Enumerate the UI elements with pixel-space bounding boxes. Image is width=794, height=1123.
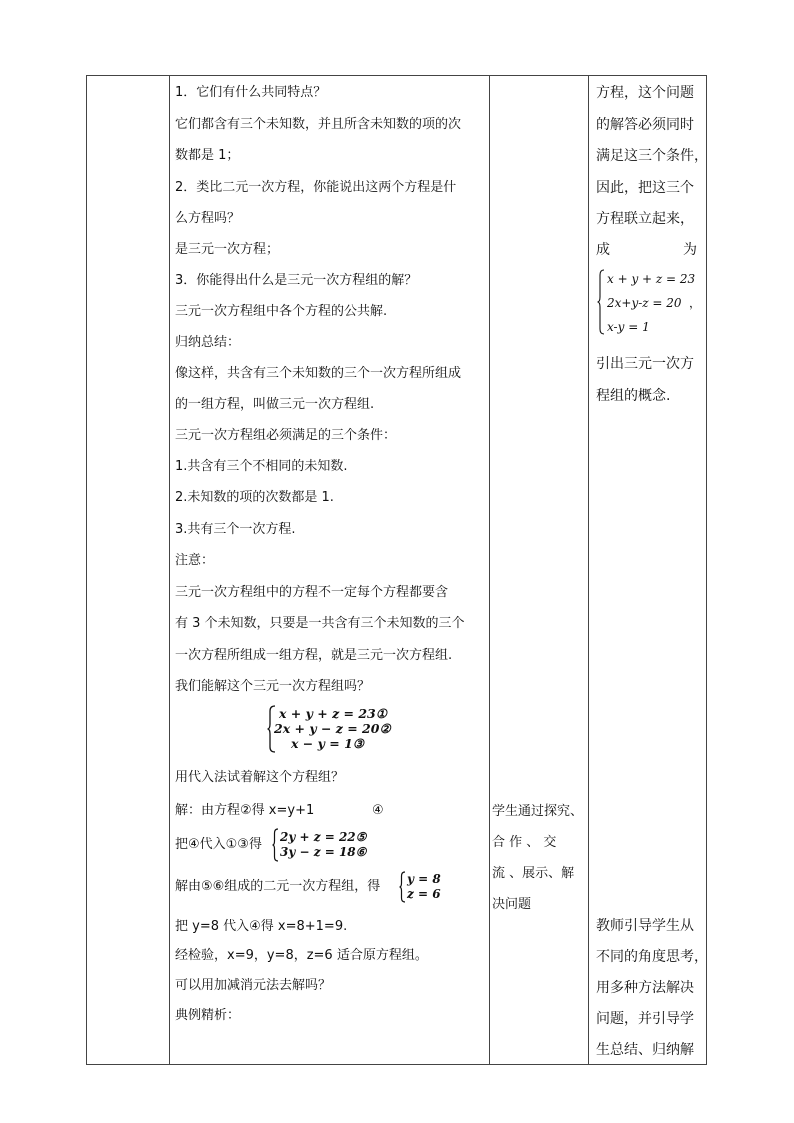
- intent-line-5: 方程联立起来，: [596, 211, 694, 227]
- solution-step-2: 把④代入①③得: [175, 837, 262, 852]
- left-brace-icon: [272, 828, 280, 862]
- result-system: [399, 871, 459, 903]
- ask-elimination: 可以用加减消元法去解吗？: [175, 978, 332, 993]
- intent-line-9: 教师引导学生从: [596, 918, 694, 934]
- intent-line-13: 生总结、归纳解: [596, 1042, 694, 1058]
- intent-line-12: 问题，并引导学: [596, 1011, 694, 1027]
- intent-line-7: 引出三元一次方: [596, 356, 694, 372]
- column-divider-2: [489, 76, 490, 1064]
- equation-system: [267, 705, 407, 753]
- ask-solve: 我们能解这个三元一次方程组吗？: [175, 679, 371, 694]
- intent-equation-system: [597, 269, 707, 337]
- student-activity-column: [492, 76, 588, 1064]
- question-2-line-1: 2．类比二元一次方程，你能说出这两个方程是什: [175, 180, 457, 195]
- intent-line-8: 程组的概念.: [596, 388, 671, 404]
- conditions-title: 三元一次方程组必须满足的三个条件：: [175, 428, 397, 443]
- condition-3: 3.共有三个一次方程.: [175, 522, 296, 537]
- stage-column: [87, 76, 169, 1064]
- left-brace-icon: [597, 269, 606, 335]
- student-line-1: 学生通过探究、: [492, 804, 584, 819]
- question-1: 1．它们有什么共同特点？: [175, 85, 327, 100]
- lesson-table: [86, 75, 707, 1065]
- note-line-1: 三元一次方程组中的方程不一定每个方程都要含: [175, 585, 449, 600]
- answer-2: 是三元一次方程；: [175, 242, 280, 257]
- intent-line-4: 因此，把这三个: [596, 180, 694, 196]
- note-line-3: 一次方程所组成一组方程，就是三元一次方程组.: [175, 648, 453, 663]
- condition-1: 1.共含有三个不相同的未知数.: [175, 459, 348, 474]
- intent-equation-comma: ，: [689, 296, 702, 310]
- student-line-3: 流 、展示、解: [492, 866, 575, 881]
- note-title: 注意：: [175, 553, 215, 568]
- example-title: 典例精析：: [175, 1008, 241, 1023]
- system-equation-3: x − y = 1③: [291, 736, 364, 751]
- answer-1-line-1: 它们都含有三个未知数，并且所含未知数的项的次: [175, 117, 462, 132]
- system-equation-2: 2x + y − z = 20②: [274, 721, 391, 736]
- intent-equation-1: x + y + z = 23: [607, 272, 696, 286]
- intent-line-6: [596, 242, 697, 258]
- intent-line-2: 的解答必须同时: [596, 117, 694, 133]
- answer-3: 三元一次方程组中各个方程的公共解.: [175, 304, 388, 319]
- substituted-equation-1: 2y + z = 22⑤: [280, 830, 367, 844]
- solution-step-1: 解：由方程②得 x=y+1: [175, 803, 315, 818]
- answer-1-line-2: 数都是 1；: [175, 148, 240, 163]
- teaching-content-column: [175, 76, 485, 1064]
- student-line-4: 决问题: [492, 897, 532, 912]
- system-equation-1: x + y + z = 23①: [279, 706, 387, 721]
- definition-line-1: 像这样，共含有三个未知数的三个一次方程所组成: [175, 366, 462, 381]
- intent-line-3: 满足这三个条件，: [596, 148, 708, 164]
- intent-line-10: 不同的角度思考，: [596, 949, 708, 965]
- result-equation-2: z = 6: [407, 887, 441, 901]
- solution-step-4: 把 y=8 代入④得 x=8+1=9.: [175, 919, 348, 934]
- summary-title: 归纳总结：: [175, 335, 241, 350]
- column-divider-1: [169, 76, 170, 1064]
- solution-step-3: 解由⑤⑥组成的二元一次方程组，得: [175, 879, 381, 894]
- try-substitution: 用代入法试着解这个方程组？: [175, 770, 345, 785]
- condition-2: 2.未知数的项的次数都是 1.: [175, 490, 334, 505]
- verification: 经检验，x=9，y=8，z=6 适合原方程组。: [175, 948, 428, 963]
- intent-equation-2: 2x+y-z = 20: [607, 296, 682, 310]
- design-intent-column: [596, 76, 706, 1064]
- solution-step-1-mark: ④: [372, 803, 384, 818]
- intent-line-1: 方程，这个问题: [596, 85, 694, 101]
- note-line-2: 有 3 个未知数，只要是一共含有三个未知数的三个: [175, 616, 465, 631]
- question-2-line-2: 么方程吗？: [175, 211, 241, 226]
- intent-line-6-b: 为: [683, 242, 697, 258]
- column-divider-3: [588, 76, 589, 1064]
- result-equation-1: y = 8: [407, 872, 441, 886]
- student-line-2: 合 作 、 交: [492, 835, 557, 850]
- intent-line-6-a: 成: [596, 242, 610, 258]
- question-3: 3．你能得出什么是三元一次方程组的解？: [175, 273, 418, 288]
- intent-equation-3: x-y = 1: [607, 320, 650, 334]
- substituted-system: [272, 828, 372, 862]
- definition-line-2: 的一组方程，叫做三元一次方程组.: [175, 397, 375, 412]
- substituted-equation-2: 3y − z = 18⑥: [280, 845, 367, 859]
- intent-line-11: 用多种方法解决: [596, 980, 694, 996]
- left-brace-icon: [399, 871, 407, 903]
